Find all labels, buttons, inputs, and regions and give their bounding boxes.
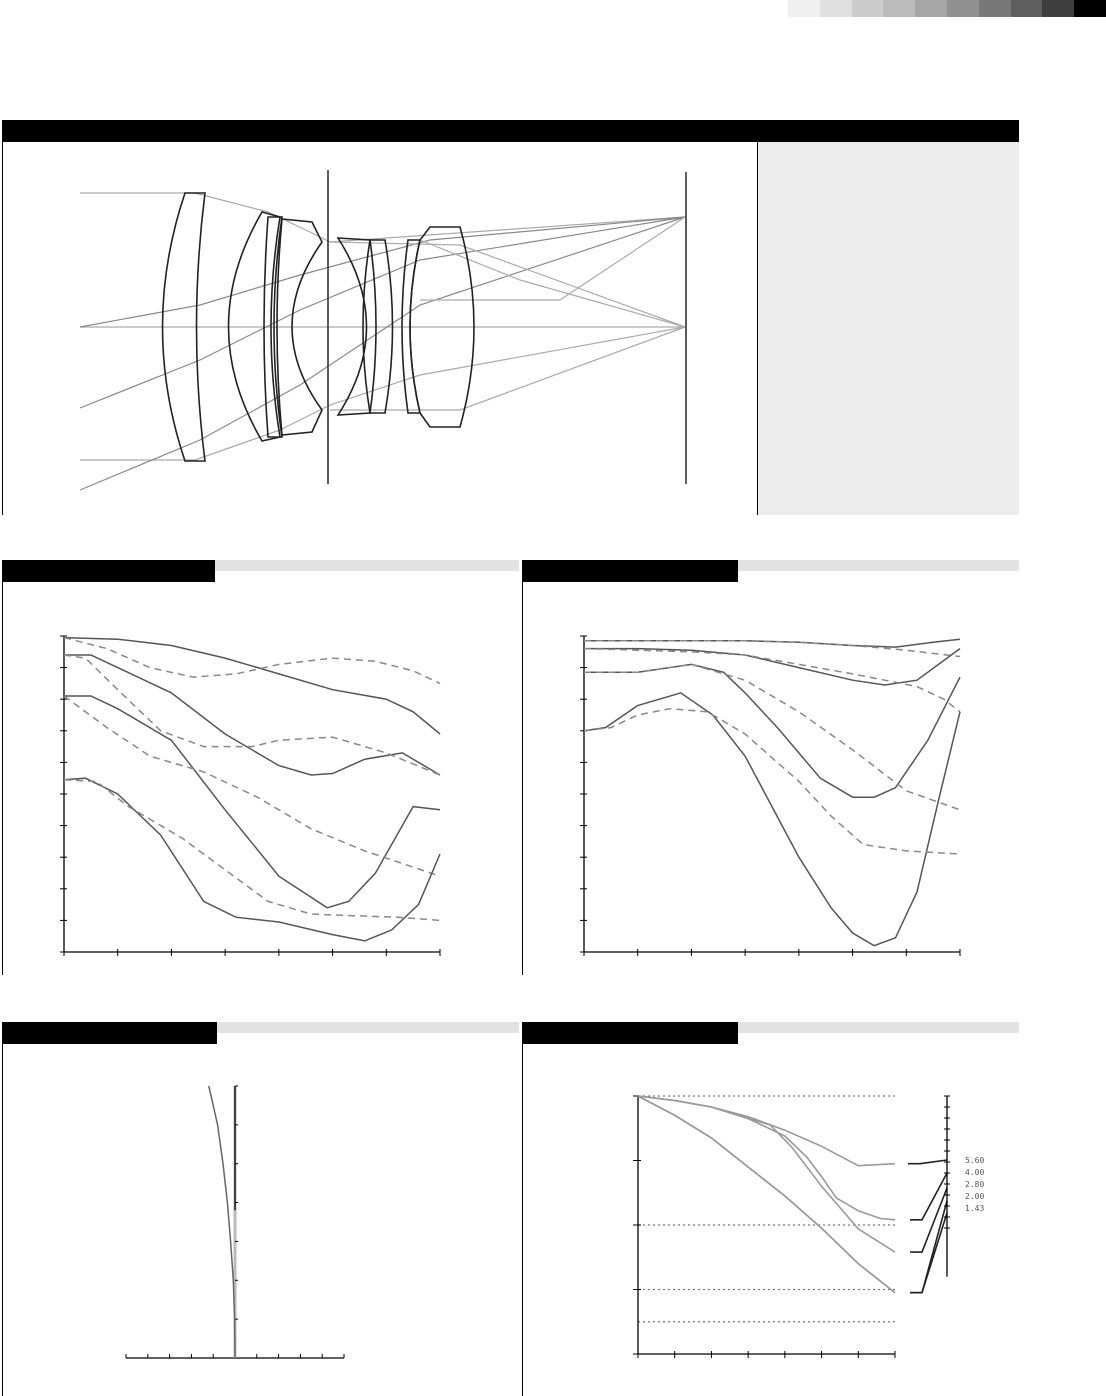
mtf-right-chart <box>570 628 970 968</box>
vignetting-series-4-00 <box>638 1096 895 1220</box>
legend-label-4: 1.43 <box>965 1204 985 1213</box>
vignetting-series-1-43 <box>638 1096 895 1293</box>
mtf-right-header-bar <box>738 560 1019 571</box>
mtf-left-header-bar <box>215 560 519 571</box>
mtf-series-7-dashed <box>584 709 960 854</box>
distortion-curve <box>209 1086 235 1358</box>
mtf-series-5-dashed <box>584 664 960 809</box>
mtf-series-3-dashed <box>584 649 960 712</box>
distortion-chart <box>110 1080 370 1370</box>
vignetting-legend <box>908 1156 984 1293</box>
mtf-series-2-solid <box>64 655 440 775</box>
ray-traces <box>80 193 685 490</box>
legend-leader-3 <box>910 1201 947 1293</box>
mtf-left-border <box>2 582 3 975</box>
mtf-series-4-solid <box>64 696 440 908</box>
mtf-series-3-dashed <box>64 655 440 775</box>
legend-label-3: 2.00 <box>965 1192 985 1201</box>
mtf-series-6-solid <box>584 693 960 946</box>
mtf-series-1-dashed <box>64 638 440 684</box>
distortion-header <box>2 1022 217 1044</box>
vignetting-header <box>522 1022 738 1044</box>
vignetting-chart <box>620 1085 1040 1375</box>
distortion-border <box>2 1044 3 1396</box>
legend-label-0: 5.60 <box>965 1156 985 1165</box>
mtf-series-4-solid <box>584 664 960 797</box>
legend-leader-1 <box>910 1173 947 1220</box>
legend-leader-0 <box>908 1160 947 1164</box>
lens-cross-section-diagram <box>0 0 1106 520</box>
mtf-series-5-dashed <box>64 696 440 876</box>
legend-label-2: 2.80 <box>965 1180 985 1189</box>
vignetting-series-2-00 <box>638 1096 895 1293</box>
vignetting-series-2-80 <box>638 1096 895 1252</box>
mtf-right-border <box>522 582 523 975</box>
legend-label-1: 4.00 <box>965 1168 985 1177</box>
vignetting-series-5-60 <box>638 1096 895 1166</box>
mtf-left-header <box>2 560 215 582</box>
vignetting-border <box>522 1044 523 1396</box>
mtf-right-header <box>522 560 738 582</box>
vignetting-header-bar <box>738 1022 1019 1033</box>
mtf-left-chart <box>50 628 450 968</box>
distortion-header-bar <box>217 1022 519 1033</box>
mtf-series-0-solid <box>64 638 440 734</box>
mtf-series-7-dashed <box>64 780 440 921</box>
mtf-series-0-solid <box>584 639 960 647</box>
mtf-series-2-solid <box>584 649 960 685</box>
